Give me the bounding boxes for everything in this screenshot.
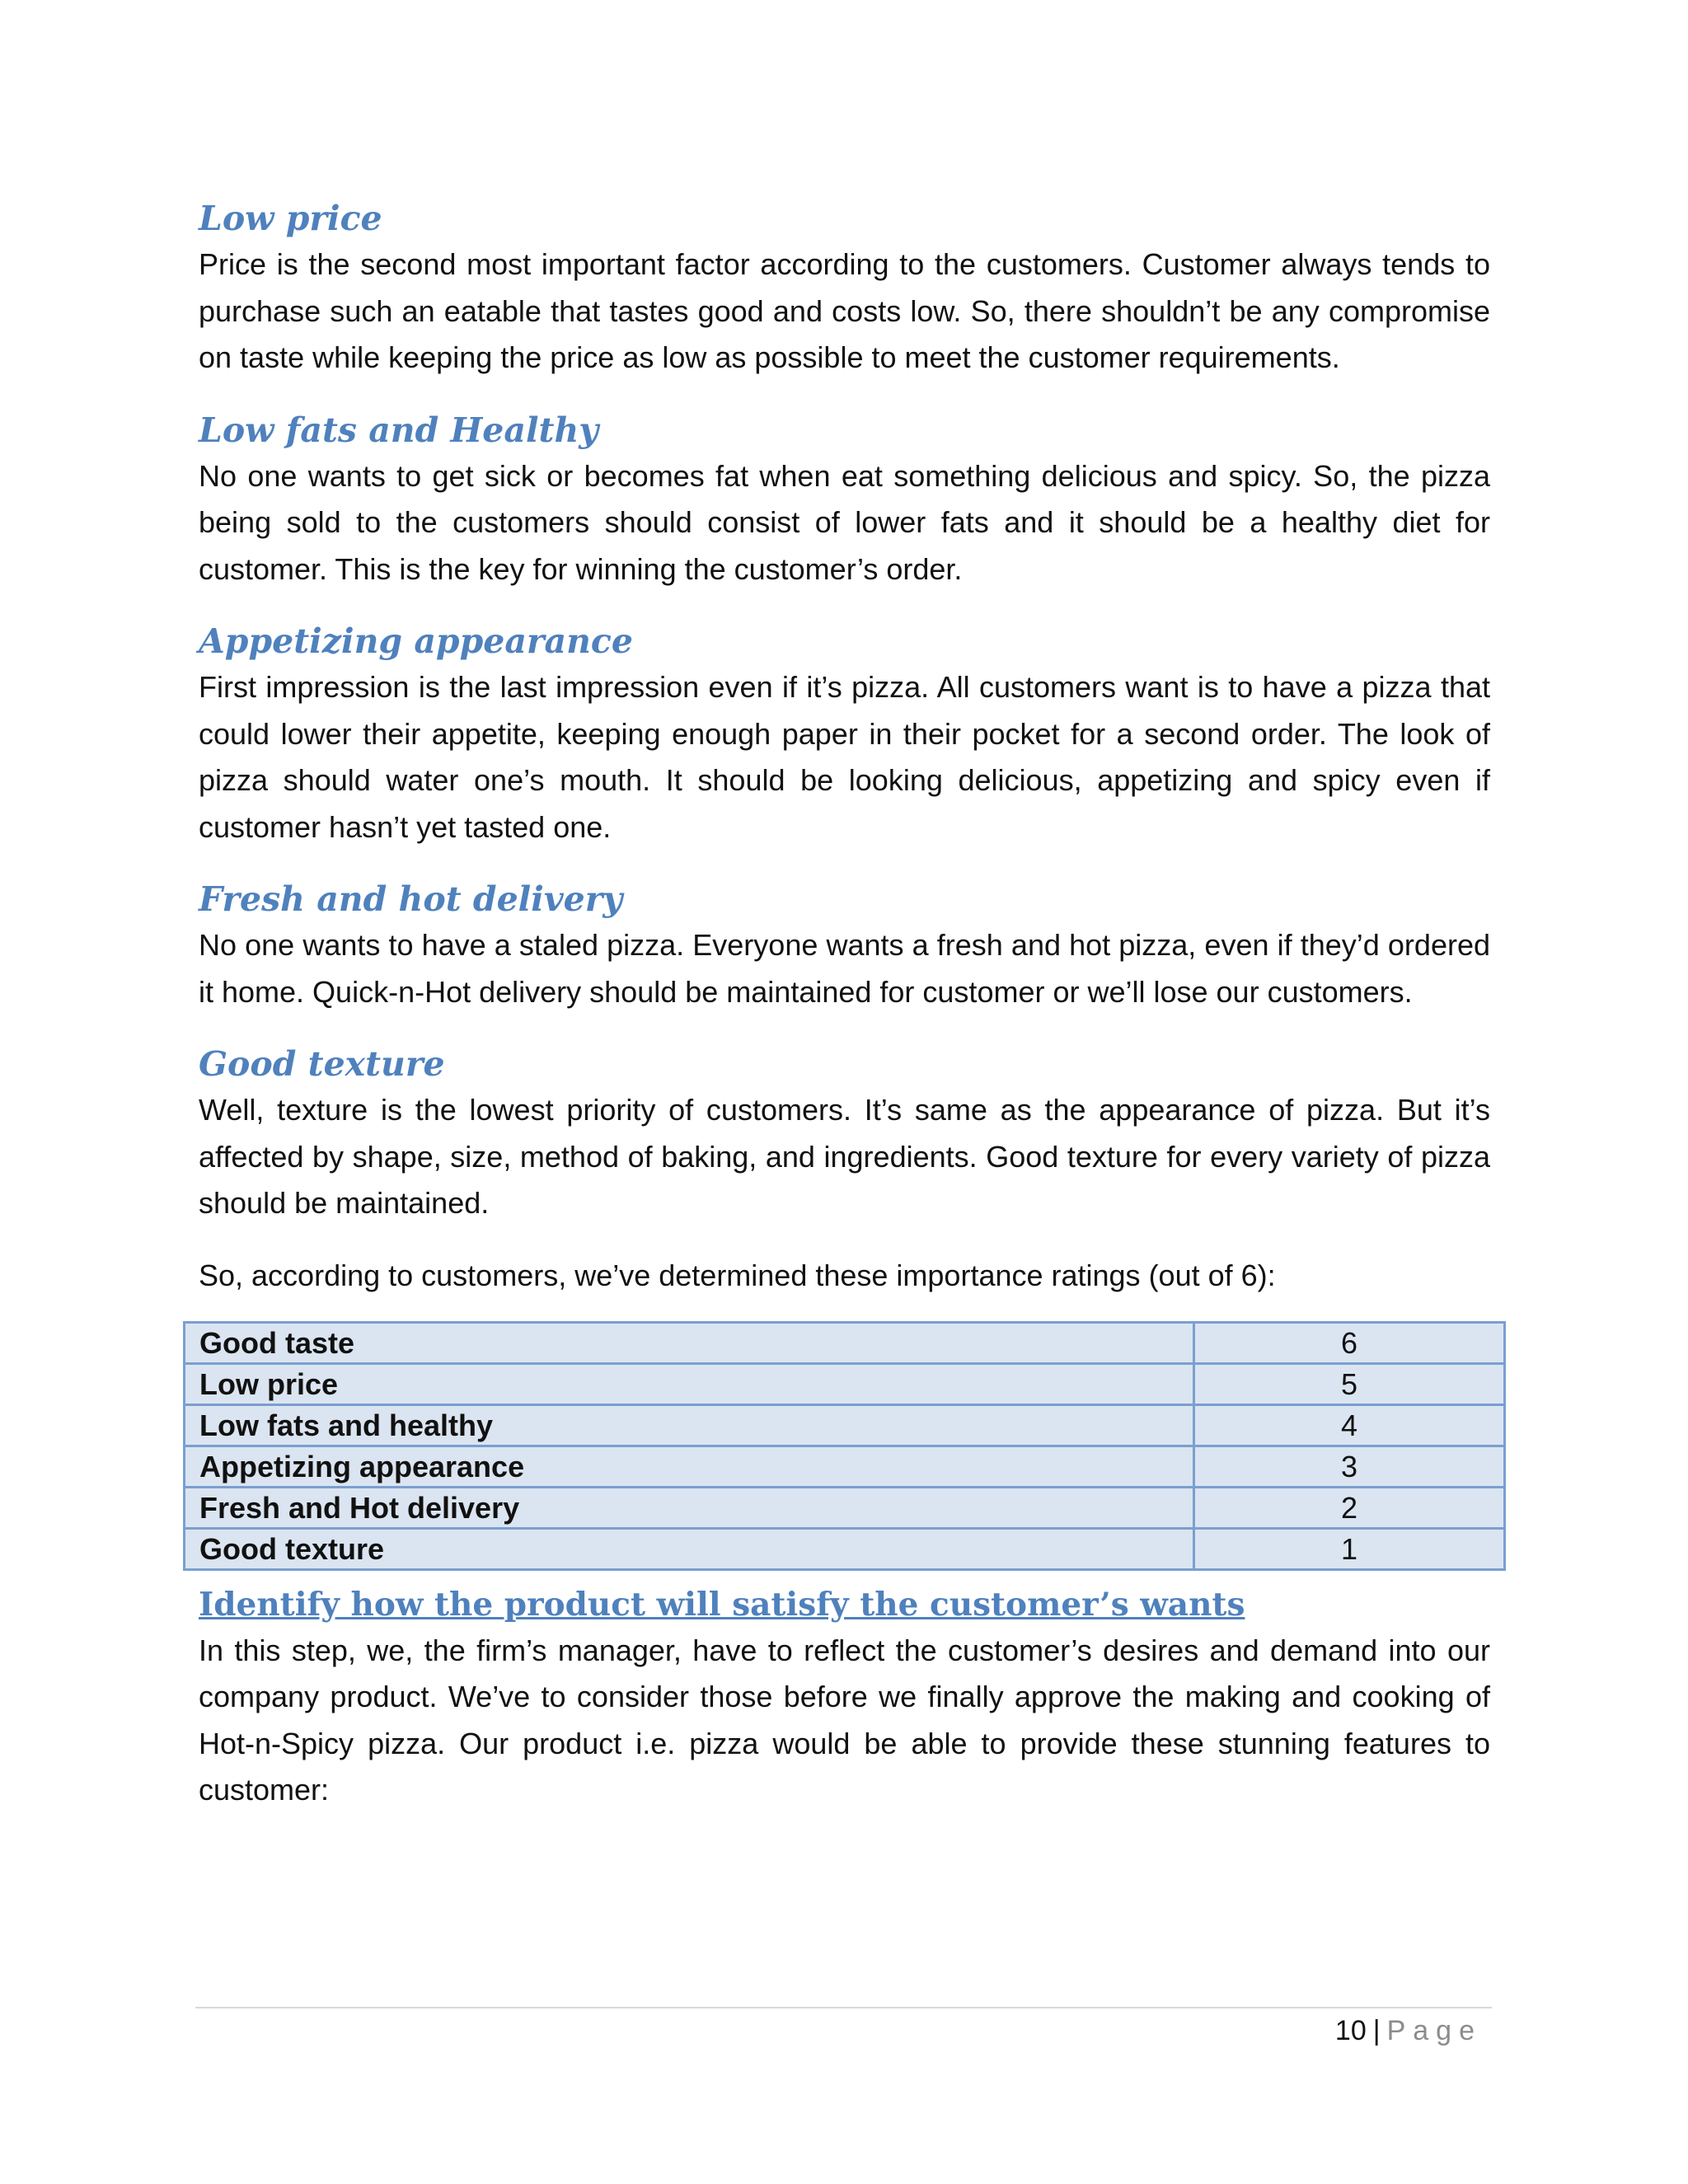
rating-label: Fresh and Hot delivery bbox=[185, 1487, 1194, 1528]
section-paragraph: No one wants to get sick or becomes fat when eat something delicious and spicy. So, the pizza being sold to the customers should consist of lower fats and it should be a healthy diet for customer. This is the key for winning the customer’s order. bbox=[199, 458, 1490, 586]
table-row bbox=[185, 1322, 1505, 1363]
rating-label: Low fats and healthy bbox=[185, 1404, 1194, 1446]
rating-value: 1 bbox=[1194, 1528, 1505, 1569]
section-heading: Appetizing appearance bbox=[199, 621, 633, 661]
ratings-intro: So, according to customers, we’ve determined these importance ratings (out of 6): bbox=[199, 1258, 1276, 1292]
rating-value: 5 bbox=[1194, 1363, 1505, 1404]
rating-value: 6 bbox=[1194, 1322, 1505, 1363]
page-content bbox=[199, 195, 1490, 1840]
section-appetizing-appearance bbox=[199, 618, 1490, 851]
rating-value: 4 bbox=[1194, 1404, 1505, 1446]
section-low-price bbox=[199, 195, 1490, 382]
table-row bbox=[185, 1404, 1505, 1446]
rating-value: 3 bbox=[1194, 1446, 1505, 1487]
rating-label: Appetizing appearance bbox=[185, 1446, 1194, 1487]
section-good-texture bbox=[199, 1041, 1490, 1227]
section-fresh-hot-delivery bbox=[199, 876, 1490, 1015]
table-row bbox=[185, 1487, 1505, 1528]
rating-label: Good texture bbox=[185, 1528, 1194, 1569]
section-low-fats bbox=[199, 407, 1490, 593]
rating-value: 2 bbox=[1194, 1487, 1505, 1528]
section-heading: Low price bbox=[199, 199, 382, 238]
section-paragraph: Price is the second most important factor according to the customers. Customer always tends to purchase such an eatable that tastes good and costs low. So, there shouldn’t be any compromise on taste while keeping the price as low as possible to meet the customer requirements. bbox=[199, 247, 1490, 374]
table-row bbox=[185, 1446, 1505, 1487]
footer-divider bbox=[195, 2007, 1492, 2008]
section-heading: Fresh and hot delivery bbox=[199, 879, 623, 919]
page-number: 10 bbox=[1334, 2015, 1367, 2046]
section-heading: Low fats and Healthy bbox=[199, 410, 599, 450]
table-row bbox=[185, 1363, 1505, 1404]
section-heading-main: Identify how the product will satisfy the customer’s wants bbox=[199, 1585, 1245, 1624]
section-paragraph: No one wants to have a staled pizza. Everyone wants a fresh and hot pizza, even if they’d ordered it home. Quick-n-Hot delivery should be maintained for customer or we’ll lose our customers. bbox=[199, 928, 1490, 1009]
footer-separator: | bbox=[1372, 2015, 1381, 2046]
section-heading: Good texture bbox=[199, 1044, 445, 1084]
rating-label: Good taste bbox=[185, 1322, 1194, 1363]
page-footer bbox=[1335, 2013, 1482, 2049]
section-paragraph: Well, texture is the lowest priority of customers. It’s same as the appearance of pizza. But it’s affected by shape, size, method of baking, and ingredients. Good texture for every variety of pizza should be maintained. bbox=[199, 1093, 1490, 1220]
section-paragraph: First impression is the last impression even if it’s pizza. All customers want is to have a pizza that could lower their appetite, keeping enough paper in their pocket for a second order. The look of pizza should water one’s mouth. It should be looking delicious, appetizing and spicy even if customer hasn’t yet tasted one. bbox=[199, 670, 1490, 844]
section-paragraph: In this step, we, the firm’s manager, have to reflect the customer’s desires and demand into our company product. We’ve to consider those before we finally approve the making and cooking of Hot-n-Spicy pizza. Our product i.e. pizza would be able to provide these stunning features to customer: bbox=[199, 1633, 1490, 1807]
section-satisfy-wants bbox=[199, 1582, 1490, 1814]
table-row bbox=[185, 1528, 1505, 1569]
rating-label: Low price bbox=[185, 1363, 1194, 1404]
ratings-table bbox=[183, 1321, 1506, 1571]
page-word: Page bbox=[1386, 2015, 1482, 2046]
